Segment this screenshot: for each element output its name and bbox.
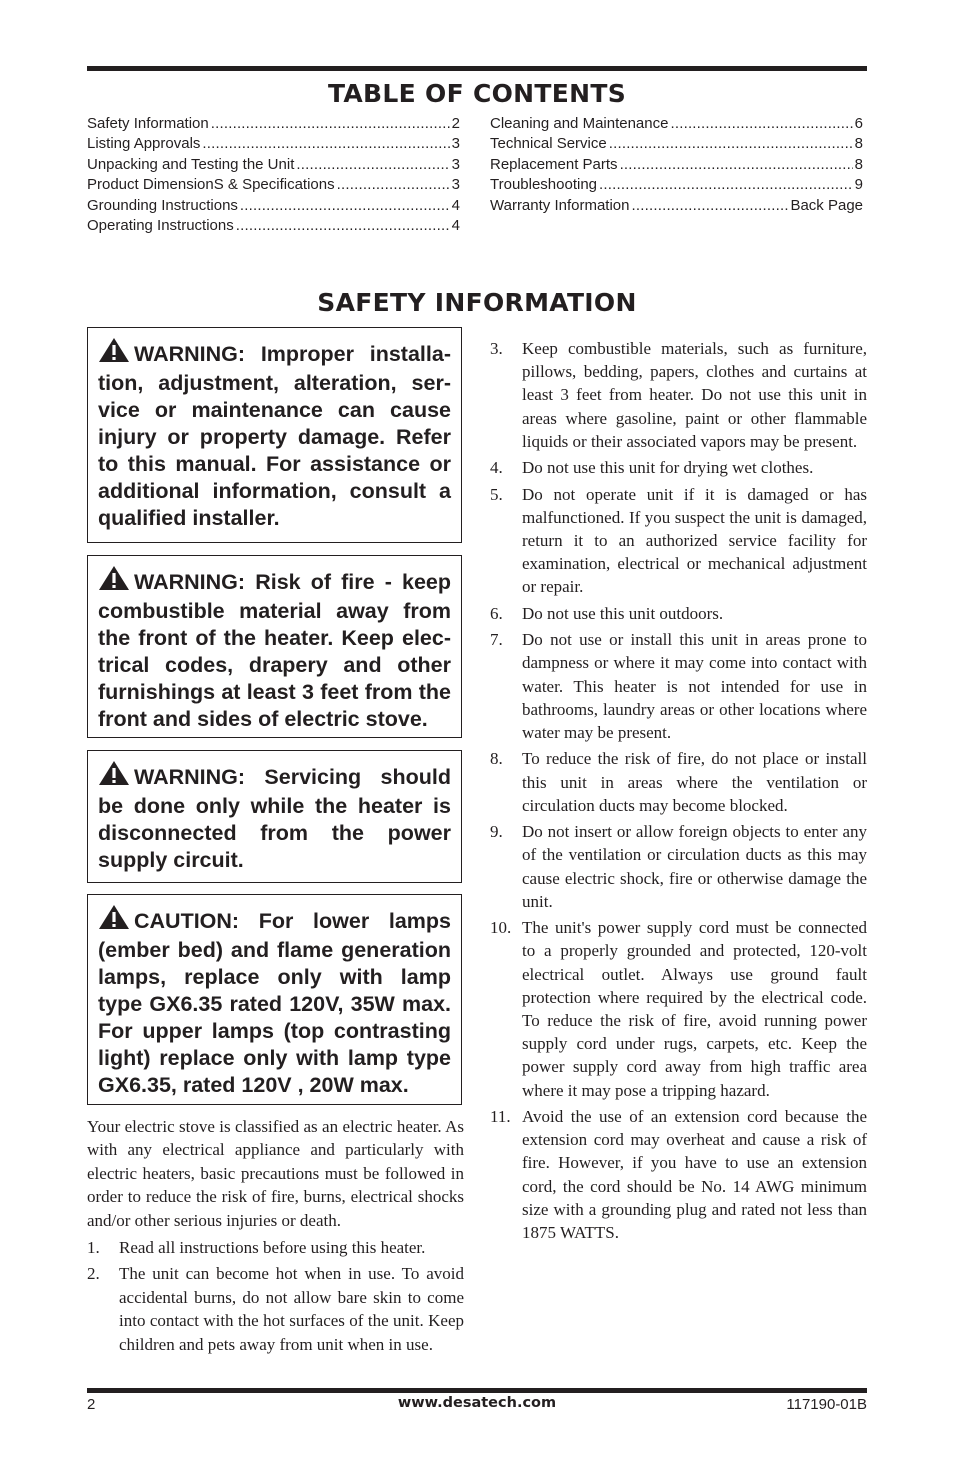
toc-entry[interactable] — [87, 135, 460, 155]
warning-box — [87, 327, 462, 543]
toc-leader-dots — [240, 197, 450, 214]
warning-text: WARNING: Servicing should be done only while the heater is disconnected from the power supply circuit. — [98, 765, 451, 872]
toc-entry-label: Cleaning and Maintenance — [490, 115, 669, 132]
toc-entry-page: 2 — [451, 115, 460, 132]
toc-entry[interactable] — [87, 176, 460, 196]
list-item-text: Do not use or install this unit in areas prone to dampness or where it may come into contact with water. This heater is not intended for use in bathrooms, laundry areas or other locations where water may be present. — [522, 630, 867, 742]
toc-leader-dots — [202, 135, 449, 152]
toc-entry-page: 4 — [451, 196, 460, 214]
toc-leader-dots — [236, 217, 450, 234]
toc-entry[interactable] — [490, 197, 863, 217]
toc-entry-label: Technical Service — [490, 135, 607, 153]
list-item-number: 7. — [490, 630, 503, 650]
list-item — [490, 483, 867, 599]
list-item-number: 4. — [490, 458, 503, 478]
toc-entry-page: 3 — [451, 135, 460, 153]
list-item-text: To reduce the risk of fire, do not place or install this unit in areas where the ventilation or circulation ducts may become blocked. — [522, 749, 867, 815]
toc-leader-dots — [609, 135, 853, 152]
safety-list-left — [87, 1236, 464, 1356]
toc-entry-page: Back Page — [790, 196, 863, 214]
toc-leader-dots — [337, 176, 450, 193]
warning-triangle-icon — [98, 904, 130, 937]
toc-leader-dots — [670, 115, 852, 132]
toc-entry[interactable] — [490, 176, 863, 196]
warning-text: WARNING: Improper installa-tion, adjustment, alteration, ser-vice or maintenance can cause injury or property damage. Refer to this manual. For assistance or additional information, consult a qualified installer. — [98, 342, 451, 530]
list-item — [490, 628, 867, 744]
warning-triangle-icon — [98, 565, 130, 598]
toc-entry-page: 6 — [854, 115, 863, 132]
caution-text: CAUTION: For lower lamps (ember bed) and flame generation lamps, replace only with lamp type GX6.35 rated 120V, 35W max. For upper lamps (top contrasting light) replace only with lamp type GX6.35, rated 120V , 20W max. — [98, 909, 451, 1097]
list-item-text: Keep combustible materials, such as furniture, pillows, bedding, papers, clothes and curtains at least 3 feet from heater. Do not use this unit in areas where gasoline, paint or other flammable liquids or their associated vapors may be present. — [522, 339, 867, 451]
list-item-number: 5. — [490, 484, 503, 504]
toc-entry-label: Troubleshooting — [490, 176, 598, 194]
list-item-number: 9. — [490, 822, 503, 842]
list-item-number: 1. — [87, 1238, 100, 1258]
warning-box — [87, 555, 462, 738]
toc-entry-page: 4 — [451, 216, 460, 234]
warning-triangle-icon — [98, 337, 130, 370]
toc-entry-label: Warranty Information — [490, 196, 630, 214]
list-item — [490, 747, 867, 817]
toc-entry-page: 9 — [854, 176, 863, 194]
toc-left-column — [87, 115, 460, 237]
safety-list-right — [490, 337, 867, 1244]
intro-paragraph: Your electric stove is classified as an electric heater. As with any electrical appliance and particularly with electric heaters, basic precautions must be followed in order to reduce the risk of fire, burns, electrical shocks and/or other serious injuries or death. — [87, 1117, 464, 1230]
warning-box — [87, 750, 462, 883]
toc-entry-label: Replacement Parts — [490, 155, 618, 173]
toc-entry-label: Product DimensionS & Specifications — [87, 176, 335, 194]
toc-entry[interactable] — [87, 115, 460, 135]
toc-entry-page: 3 — [451, 155, 460, 173]
document-code: 117190-01B — [786, 1396, 867, 1413]
list-item — [87, 1262, 464, 1356]
toc-entry-page: 3 — [451, 176, 460, 194]
toc-entry-label: Unpacking and Testing the Unit — [87, 155, 295, 173]
toc-entry-label: Operating Instructions — [87, 216, 234, 234]
warning-triangle-icon — [98, 760, 130, 793]
warning-text: WARNING: Risk of fire - keep combustible material away from the front of the heater. Keep elec-trical codes, drapery and other furnishings at least 3 feet from the front and sides of electric stove. — [98, 570, 451, 731]
toc-leader-dots — [296, 156, 449, 173]
list-item — [87, 1236, 464, 1259]
page-number: 2 — [87, 1396, 96, 1413]
top-rule — [87, 66, 867, 71]
toc-entry-label: Listing Approvals — [87, 135, 201, 153]
toc-title: TABLE OF CONTENTS — [328, 79, 626, 108]
list-item — [490, 820, 867, 913]
list-item — [490, 916, 867, 1102]
toc-leader-dots — [599, 176, 853, 193]
toc-entry-page: 8 — [854, 155, 863, 173]
toc-entry[interactable] — [87, 156, 460, 176]
manual-page — [87, 0, 867, 1475]
list-item-text: The unit's power supply cord must be connected to a properly grounded and protected, 120-volt electrical outlet. Always use ground fault protection where required by the electrical code. To reduce the risk of fire, avoid running power supply cord under rugs, carpets, etc. Keep the power supply cord away from high traffic area where it may pose a tripping hazard. — [522, 918, 867, 1100]
list-item-number: 8. — [490, 749, 503, 769]
list-item-number: 3. — [490, 339, 503, 358]
list-item — [490, 337, 867, 453]
toc-entry-label: Safety Information — [87, 115, 209, 132]
toc-entry[interactable] — [490, 156, 863, 176]
bottom-rule — [87, 1388, 867, 1393]
toc-entry-page: 8 — [854, 135, 863, 153]
list-item-number: 6. — [490, 603, 503, 623]
website-link[interactable]: www.desatech.com — [397, 1395, 557, 1411]
right-body-text — [490, 337, 867, 1247]
toc-entry[interactable] — [490, 115, 863, 135]
list-item — [490, 456, 867, 479]
list-item-text: Do not use this unit outdoors. — [522, 603, 724, 623]
toc-leader-dots — [632, 197, 789, 214]
list-item-text: Read all instructions before using this heater. — [119, 1238, 426, 1258]
toc-entry[interactable] — [490, 135, 863, 155]
list-item-text: Do not operate unit if it is damaged or has malfunctioned. If you suspect the unit is damaged, return it to an authorized service facility for examination, electrical or mechanical adjustment or repair. — [522, 484, 867, 597]
toc-entry[interactable] — [87, 197, 460, 217]
list-item — [490, 1105, 867, 1244]
toc-right-column — [490, 115, 863, 217]
list-item-text: Do not insert or allow foreign objects to enter any of the ventilation or circulation ducts as this may cause electric shock, fire or otherwise damage the unit. — [522, 822, 867, 911]
toc-entry-label: Grounding Instructions — [87, 196, 238, 214]
list-item-number: 2. — [87, 1264, 100, 1284]
toc-entry[interactable] — [87, 217, 460, 237]
toc-leader-dots — [620, 156, 853, 173]
toc-leader-dots — [211, 115, 450, 132]
list-item-number: 11. — [490, 1107, 511, 1126]
list-item — [490, 602, 867, 625]
list-item-text: Avoid the use of an extension cord because the extension cord may overheat and cause a risk of fire. However, if you have to use an extension cord, the cord should be No. 14 AWG minimum size with a grounding plug and rated not less than 1875 WATTS. — [522, 1107, 867, 1243]
list-item-text: The unit can become hot when in use. To avoid accidental burns, do not allow bare skin to come into contact with the hot surfaces of the unit. Keep children and pets away from unit when in use. — [119, 1264, 464, 1354]
section-title: SAFETY INFORMATION — [317, 288, 637, 317]
list-item-text: Do not use this unit for drying wet clothes. — [522, 458, 814, 478]
caution-box — [87, 894, 462, 1105]
list-item-number: 10. — [490, 918, 512, 938]
left-body-text — [87, 1115, 464, 1359]
